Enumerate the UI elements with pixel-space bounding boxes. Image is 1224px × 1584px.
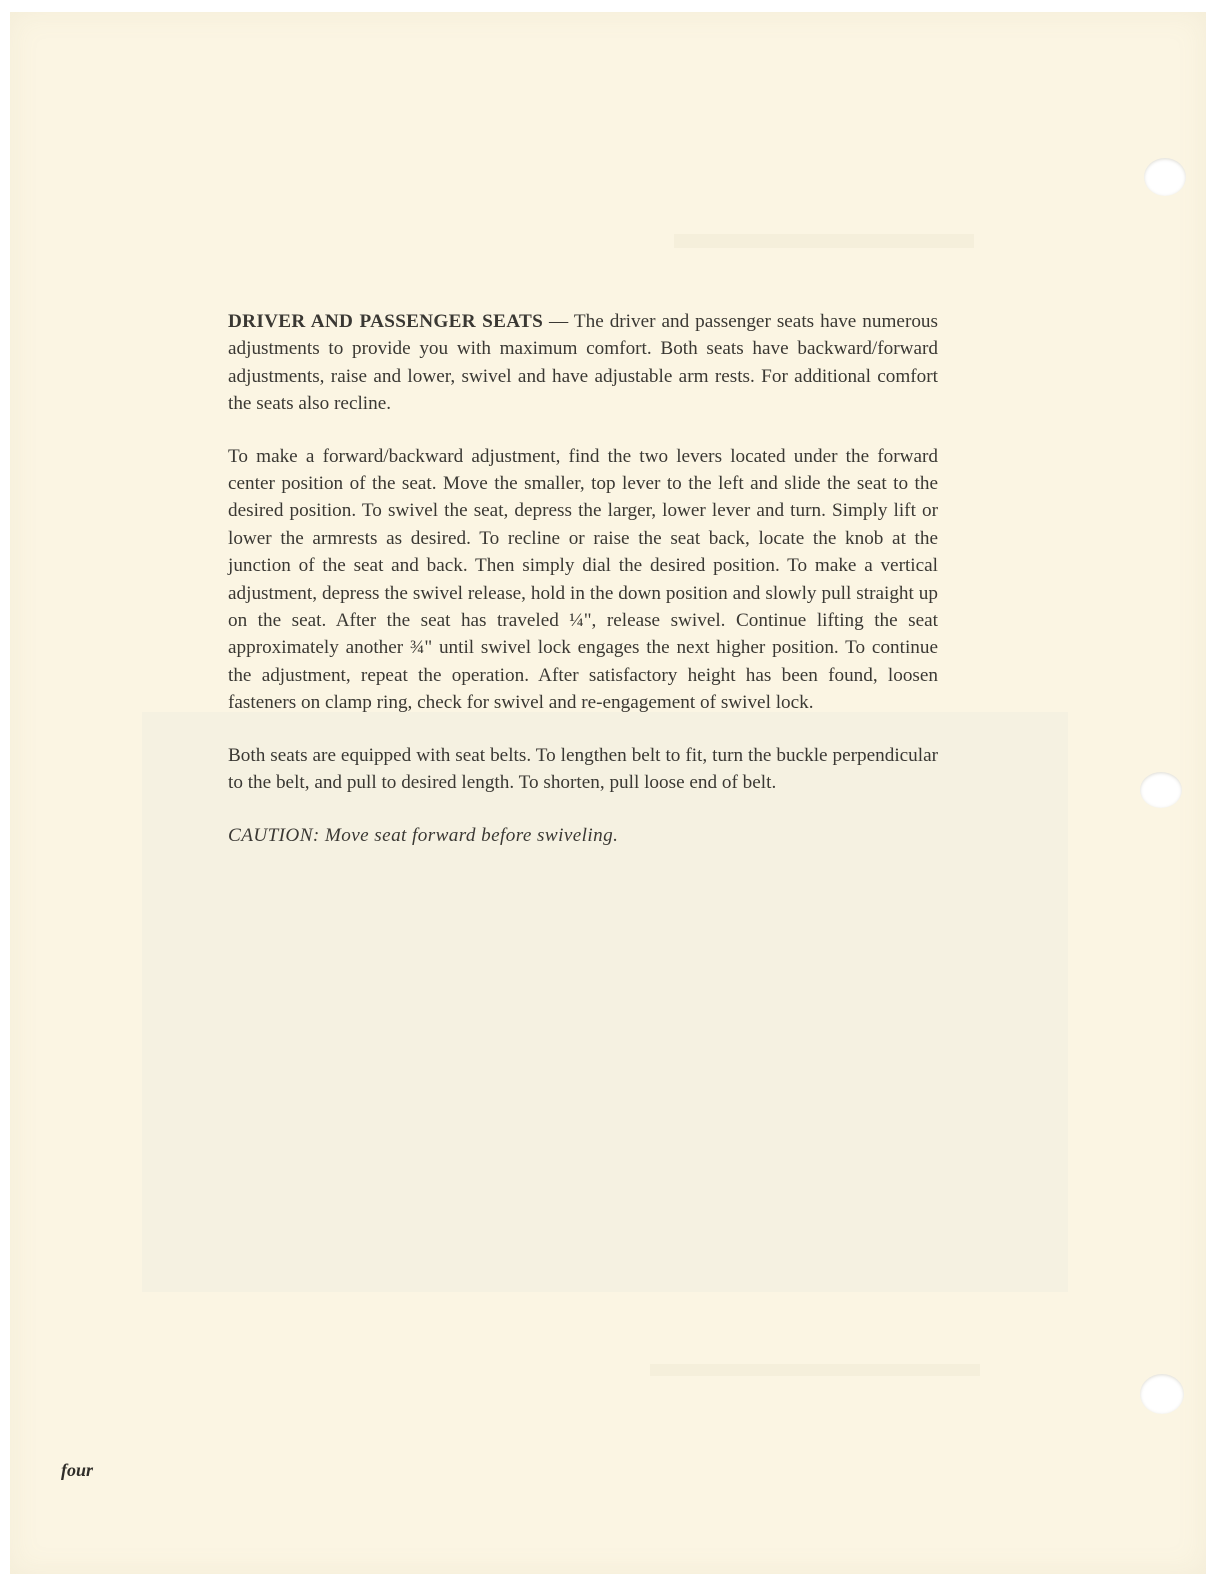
binder-hole-top [1144,158,1186,196]
body-text [228,308,938,874]
binder-hole-middle [1140,772,1182,808]
binder-hole-bottom [1140,1374,1184,1414]
seat-belt-paragraph: Both seats are equipped with seat belts. To lengthen belt to fit, turn the buckle perpendicular to the belt, and pull to desired length. To shorten, pull loose end of belt. [228,744,938,794]
show-through-caption [650,1364,980,1376]
heading-separator: — [543,311,574,332]
section-heading: DRIVER AND PASSENGER SEATS [228,311,544,332]
intro-text: The driver and passenger seats have numerous adjustments to provide you with maximum comfort. Both seats have backward/forward adjustments, raise and lower, swivel and have adjustable arm rests. For additional comfort the seats also recline. [228,311,938,415]
page-number: four [61,1460,94,1480]
intro-paragraph [228,308,938,418]
caution-note: CAUTION: Move seat forward before swiveling. [228,824,619,846]
document-page [10,12,1206,1574]
adjustment-paragraph: To make a forward/backward adjustment, find the two levers located under the forward center position of the seat. Move the smaller, top lever to the left and slide the seat to the desired position. To swivel the seat, depress the larger, lower lever and turn. Simply lift or lower the armrests as desired. To recline or raise the seat back, locate the knob at the junction of the seat and back. Then simply dial the desired position. To make a vertical adjustment, depress the swivel release, hold in the down position and slowly pull straight up on the seat. After the seat has traveled ¼", release swivel. Continue lifting the seat approximately another ¾" until swivel lock engages the next higher position. To continue the adjustment, repeat the operation. After satisfactory height has been found, loosen fasteners on clamp ring, check for swivel and re-engagement of swivel lock. [228,445,938,714]
show-through-heading [674,234,974,248]
